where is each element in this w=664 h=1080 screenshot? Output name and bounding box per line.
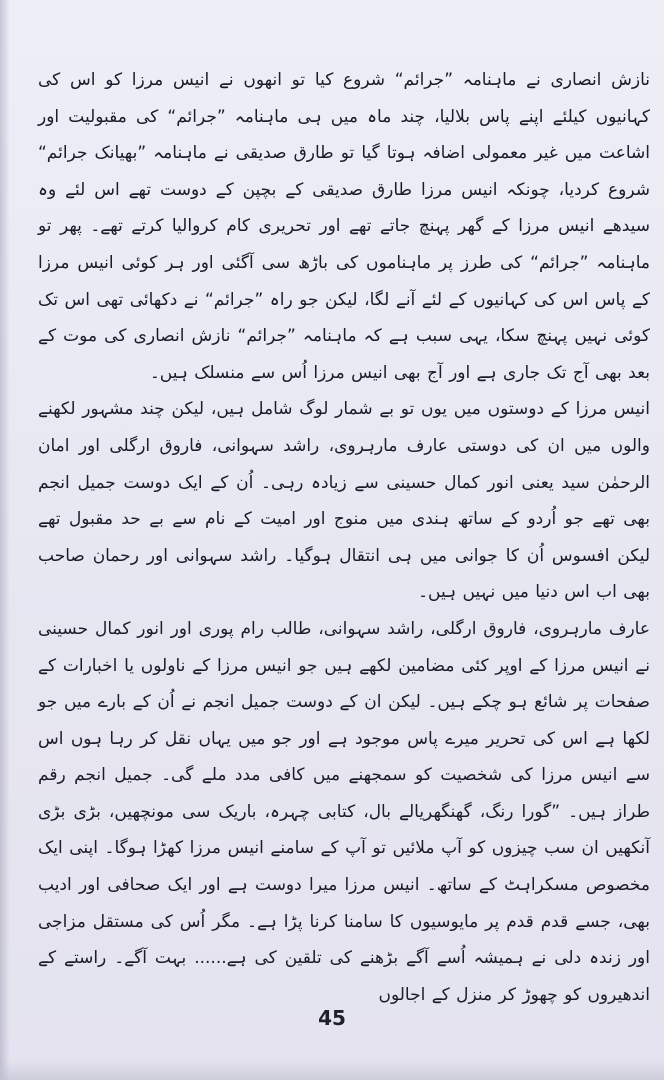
paragraph-1: نازش انصاری نے ماہنامہ ”جرائم“ شروع کیا تو انھوں نے انیس مرزا کو اس کی کہانیوں کیلئے اپنے پاس بلالیا، چند ماہ میں ہی ماہنامہ ”جرائم“ کی مقبولیت اور اشاعت میں غیر معمولی اضافہ ہوتا گیا تو طارق صدیقی نے ماہنامہ ”بھیانک جرائم“ شروع کردیا، چونکہ انیس مرزا طارق صدیقی کے بچپن کے دوست تھے اس لئے وہ سیدھے انیس مرزا کے گھر پہنچ جاتے تھے اور تحریری کام کروالیا کرتے تھے۔ پھر تو ماہنامہ ”جرائم“ کی طرز پر ماہناموں کی باڑھ سی آگئی اور ہر کوئی انیس مرزا کے پاس اس کی کہانیوں کے لئے آنے لگا، لیکن جو راہ ”جرائم“ نے دکھائی تھی اس تک کوئی نہیں پہنچ سکا، یہی سبب ہے کہ ماہنامہ ”جرائم“ نازش انصاری کی موت کے بعد بھی آج تک جاری ہے اور آج بھی انیس مرزا اُس سے منسلک ہیں۔ (38, 70, 650, 383)
paragraph-3: عارف مارہروی، فاروق ارگلی، راشد سہوانی، طالب رام پوری اور انور کمال حسینی نے انیس مرزا کے اوپر کئی مضامین لکھے ہیں جو انیس مرزا کے ناولوں یا اخبارات کے صفحات پر شائع ہو چکے ہیں۔ لیکن ان کے دوست جمیل انجم نے اُن کے بارے میں جو لکھا ہے اس کی تحریر میرے پاس موجود ہے اور جو میں یہاں نقل کر رہا ہوں اس سے انیس مرزا کی شخصیت کو سمجھنے میں کافی مدد ملے گی۔ جمیل انجم رقم طراز ہیں۔ ”گورا رنگ، گھنگھریالے بال، کتابی چہرہ، باریک سی مونچھیں، بڑی بڑی آنکھیں ان سب چیزوں کو آپ ملائیں تو آپ کے سامنے انیس مرزا کھڑا ہوگا۔ اپنی ایک مخصوص مسکراہٹ کے ساتھ۔ انیس مرزا میرا دوست ہے اور ایک صحافی اور ادیب بھی، جسے قدم قدم پر مایوسیوں کا سامنا کرنا پڑا ہے۔ مگر اُس کی مستقل مزاجی اور زندہ دلی نے ہمیشہ اُسے آگے بڑھنے کی تلقین کی ہے...... بہت آگے۔ راستے کے اندھیروں کو چھوڑ کر منزل کے اجالوں (38, 618, 650, 1005)
paragraph-2: انیس مرزا کے دوستوں میں یوں تو بے شمار لوگ شامل ہیں، لیکن چند مشہور لکھنے والوں میں ان کی دوستی عارف مارہروی، راشد سہوانی، فاروق ارگلی اور امان الرحمٰن سید یعنی انور کمال حسینی سے زیادہ رہی۔ اُن کے ایک دوست جمیل انجم بھی تھے جو اُردو کے ساتھ ہندی میں منوج اور امیت کے نام سے بے حد مقبول تھے لیکن افسوس اُن کا جوانی میں ہی انتقال ہوگیا۔ راشد سہوانی اور رحمان صاحب بھی اب اس دنیا میں نہیں ہیں۔ (38, 399, 650, 603)
body-text (38, 62, 650, 1013)
page-bottom-edge (0, 1060, 664, 1080)
page-binding-shadow (0, 0, 10, 1080)
page-number: 45 (318, 1006, 346, 1030)
